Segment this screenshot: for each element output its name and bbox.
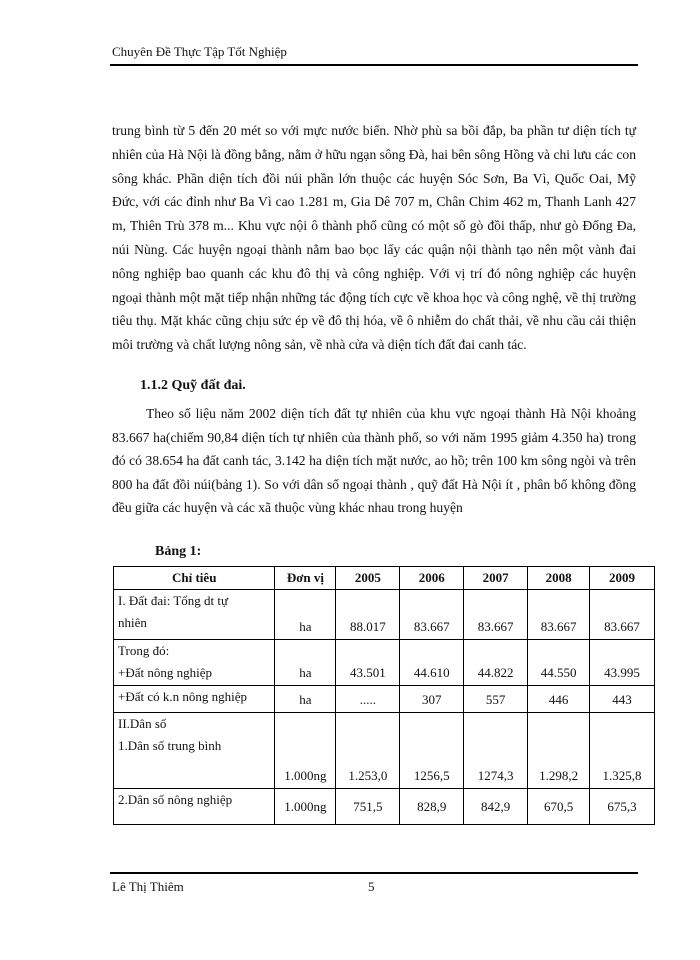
table-cell: 1.253,0	[336, 713, 400, 789]
page-number: 5	[368, 879, 375, 894]
table-row	[114, 590, 655, 640]
column-header: 2006	[400, 567, 464, 590]
row-label: Trong đó: +Đất nông nghiệp	[114, 640, 275, 686]
column-header: 2005	[336, 567, 400, 590]
table-row	[114, 640, 655, 686]
table-cell: 83.667	[400, 590, 464, 640]
table-cell: 1.298,2	[528, 713, 590, 789]
table-cell: 675,3	[590, 789, 655, 825]
table-cell: 83.667	[590, 590, 655, 640]
table-cell: 828,9	[400, 789, 464, 825]
table-caption: Bảng 1:	[155, 544, 202, 559]
table-cell: 44.610	[400, 640, 464, 686]
table-cell: 43.501	[336, 640, 400, 686]
body-paragraph-1	[112, 119, 636, 357]
table-cell: 83.667	[528, 590, 590, 640]
column-header: 2008	[528, 567, 590, 590]
row-label: +Đất có k.n nông nghiệp	[114, 686, 275, 713]
table-cell: 43.995	[590, 640, 655, 686]
row-unit: ha	[275, 590, 336, 640]
section-heading: 1.1.2 Quỹ đất đai.	[140, 378, 246, 393]
column-header: Đơn vị	[275, 567, 336, 590]
table-cell: 1256,5	[400, 713, 464, 789]
row-unit: ha	[275, 640, 336, 686]
column-header: 2007	[464, 567, 528, 590]
table-cell: 44.550	[528, 640, 590, 686]
table-cell: 83.667	[464, 590, 528, 640]
table-cell: 670,5	[528, 789, 590, 825]
table-row	[114, 789, 655, 825]
row-unit: 1.000ng	[275, 789, 336, 825]
column-header: 2009	[590, 567, 655, 590]
table-row	[114, 686, 655, 713]
table-cell: 1274,3	[464, 713, 528, 789]
table-cell: 751,5	[336, 789, 400, 825]
table-header-row	[114, 567, 655, 590]
land-population-table	[113, 566, 655, 825]
header-divider	[110, 64, 638, 66]
body-paragraph-2	[112, 402, 636, 520]
row-unit: ha	[275, 686, 336, 713]
row-label: I. Đất đai: Tổng dt tự nhiên	[114, 590, 275, 640]
table-cell: 1.325,8	[590, 713, 655, 789]
footer-divider	[110, 872, 638, 874]
row-unit: 1.000ng	[275, 713, 336, 789]
table-cell: 557	[464, 686, 528, 713]
page-header-title: Chuyên Đề Thực Tập Tốt Nghiệp	[112, 44, 287, 59]
column-header: Chỉ tiêu	[114, 567, 275, 590]
row-label: II.Dân số 1.Dân số trung bình	[114, 713, 275, 789]
paragraph-text: trung bình từ 5 đến 20 mét so với mực nước biển. Nhờ phù sa bồi đắp, ba phần tư diện tích tự nhiên của Hà Nội là đồng bằng, nằm ở hữu ngạn sông Đà, hai bên sông Hồng và chi lưu các con sông khác. Phần diện tích đồi núi phần lớn thuộc các huyện Sóc Sơn, Ba Vì, Quốc Oai, Mỹ Đức, với các đỉnh như Ba Vì cao 1.281 m, Gia Dê 707 m, Chân Chim 462 m, Thanh Lanh 427 m, Thiên Trù 378 m... Khu vực nội ô thành phố cũng có một số gò đồi thấp, như gò Đống Đa, núi Nùng. Các huyện ngoại thành nằm bao bọc lấy các quận nội thành tạo nên một vành đai nông nghiệp bao quanh các khu đô thị và công nghiệp. Với vị trí đó nông nghiệp các huyện ngoại thành một mặt tiếp nhận những tác động tích cực về khoa học và công nghệ, về thị trường tiêu thụ. Mặt khác cũng chịu sức ép về đô thị hóa, về ô nhiễm do chất thải, về nhu cầu cải thiện môi trường và chất lượng nông sản, về nhà cửa và diện tích đất đai canh tác.	[112, 123, 636, 353]
table-cell: 44.822	[464, 640, 528, 686]
paragraph-text: Theo số liệu năm 2002 diện tích đất tự nhiên của khu vực ngoại thành Hà Nội khoảng 83.667 ha(chiếm 90,84 diện tích tự nhiên của thành phố, so với năm 1995 giảm 4.350 ha) trong đó có 38.654 ha đất canh tác, 3.142 ha diện tích mặt nước, ao hồ; trên 100 km sông ngòi và trên 800 ha đất đồi núi(bảng 1). So với dân số ngoại thành , quỹ đất Hà Nội ít , phân bố không đồng đều giữa các huyện và các xã thuộc vùng khác nhau trong huyện	[112, 406, 636, 516]
footer-author: Lê Thị Thiêm	[112, 879, 184, 894]
table-cell: .....	[336, 686, 400, 713]
table-cell: 443	[590, 686, 655, 713]
table-cell: 446	[528, 686, 590, 713]
table-row	[114, 713, 655, 789]
row-label: 2.Dân số nông nghiệp	[114, 789, 275, 825]
table-cell: 307	[400, 686, 464, 713]
table-cell: 842,9	[464, 789, 528, 825]
table-cell: 88.017	[336, 590, 400, 640]
